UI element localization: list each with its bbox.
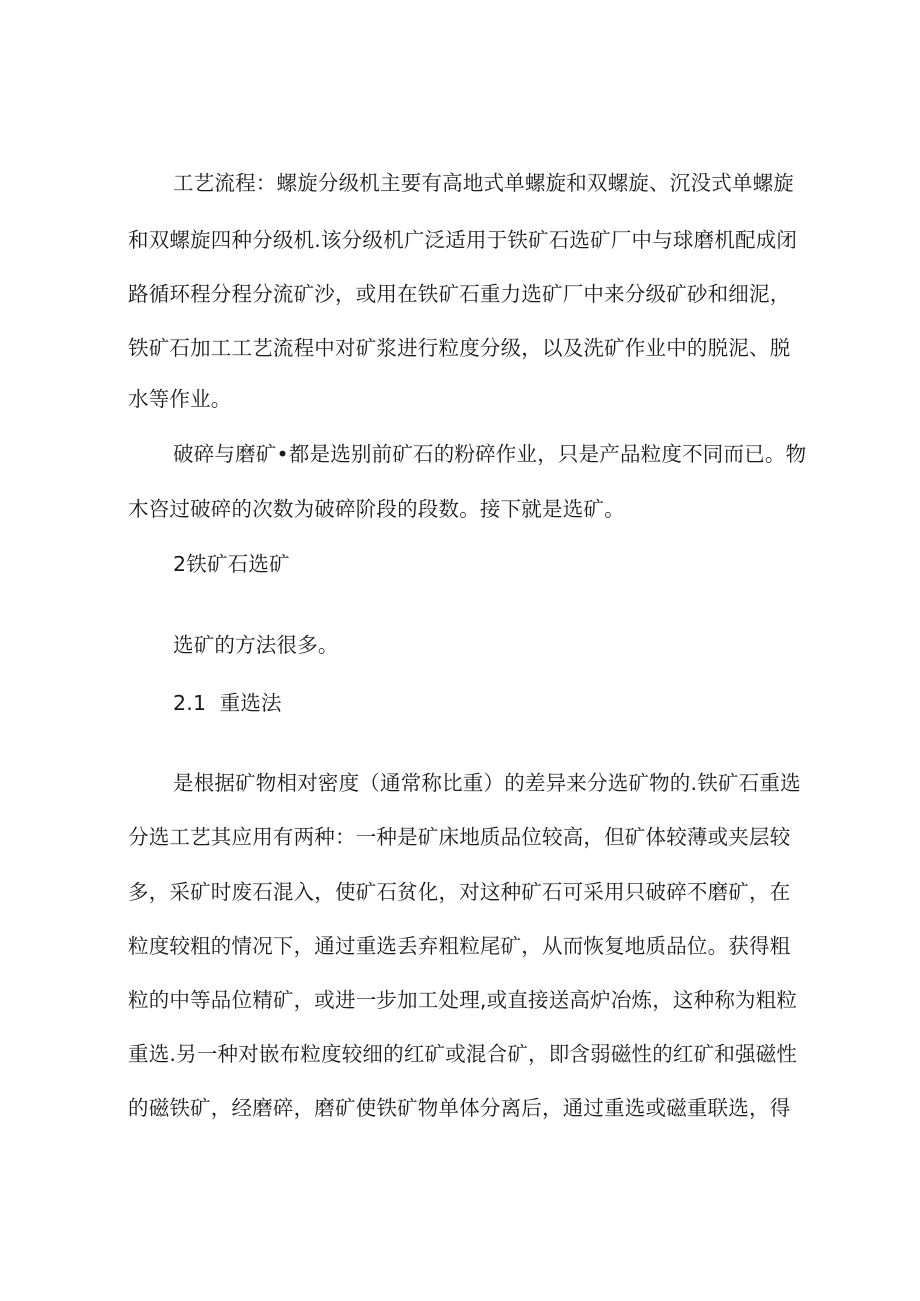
paragraph-3: 选矿的方法很多。 bbox=[173, 633, 339, 657]
paragraph-2-line-1: 破碎与磨矿•都是选别前矿石的粉碎作业，只是产品粒度不同而已。物 bbox=[173, 442, 807, 466]
paragraph-4-line-7: 的磁铁矿，经磨碎，磨矿使铁矿物单体分离后，通过重选或磁重联选，得 bbox=[128, 1096, 791, 1120]
section-heading-2-1: 2.1 重选法 bbox=[173, 691, 282, 715]
paragraph-1-line-2: 和双螺旋四种分级机.该分级机广泛适用于铁矿石选矿厂中与球磨机配成闭 bbox=[128, 228, 798, 252]
paragraph-1-line-3: 路循环程分程分流矿沙，或用在铁矿石重力选矿厂中来分级矿砂和细泥， bbox=[128, 282, 791, 306]
paragraph-4-line-4: 粒度较粗的情况下，通过重选丢弃粗粒尾矿，从而恢复地质品位。获得粗 bbox=[128, 934, 791, 958]
paragraph-4-line-5: 粒的中等品位精矿，或进一步加工处理,或直接送高炉冶炼，这种称为粗粒 bbox=[128, 988, 798, 1012]
paragraph-4-line-1: 是根据矿物相对密度（通常称比重）的差异来分选矿物的.铁矿石重选 bbox=[173, 771, 801, 795]
paragraph-4-line-2: 分选工艺其应用有两种：一种是矿床地质品位较高，但矿体较薄或夹层较 bbox=[128, 825, 791, 849]
section-heading-2: 2铁矿石选矿 bbox=[173, 552, 290, 576]
paragraph-2-line-2: 木咨过破碎的次数为破碎阶段的段数。接下就是选矿。 bbox=[128, 497, 625, 521]
paragraph-1-line-1: 工艺流程：螺旋分级机主要有高地式单螺旋和双螺旋、沉没式单螺旋 bbox=[173, 171, 794, 195]
paragraph-4-line-3: 多，采矿时废石混入，使矿石贫化，对这种矿石可采用只破碎不磨矿，在 bbox=[128, 880, 791, 904]
paragraph-1-line-4: 铁矿石加工工艺流程中对矿浆进行粒度分级，以及洗矿作业中的脱泥、脱 bbox=[128, 336, 791, 360]
paragraph-1-line-5: 水等作业。 bbox=[128, 387, 232, 411]
paragraph-4-line-6: 重选.另一种对嵌布粒度较细的红矿或混合矿，即含弱磁性的红矿和强磁性 bbox=[128, 1042, 798, 1066]
